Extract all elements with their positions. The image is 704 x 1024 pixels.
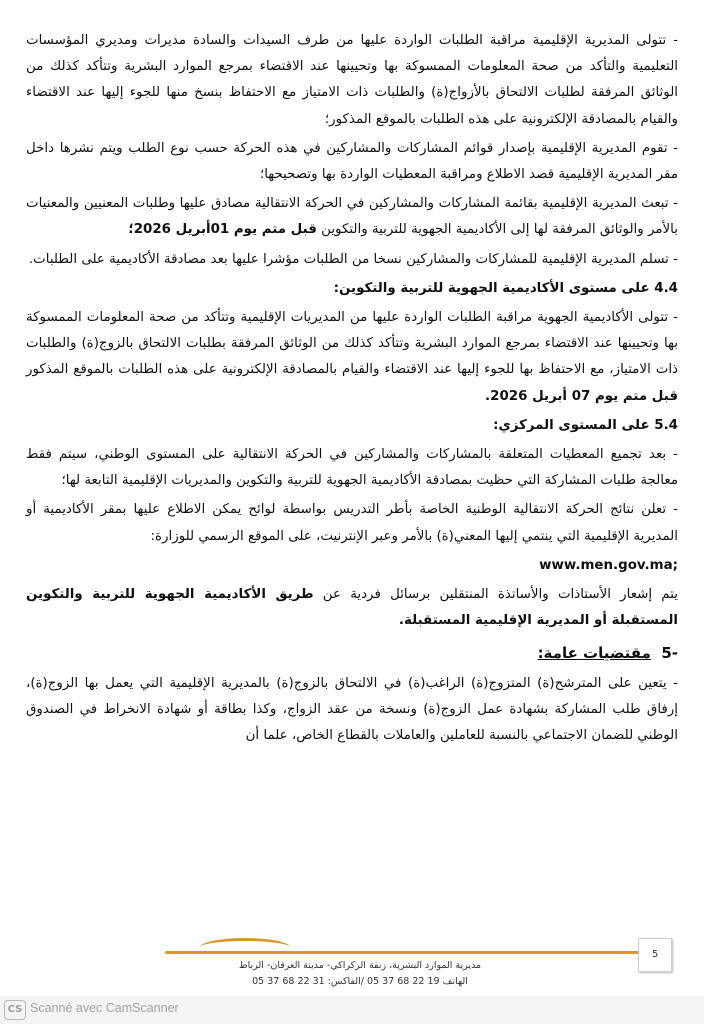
- footer-decoration-curve: [200, 938, 290, 957]
- paragraph-provincial-send: [26, 191, 678, 243]
- paragraph-central-processing: - بعد تجميع المعطيات المتعلقة بالمشاركات والمشاركين في الحركة الانتقالية على المستوى الوطني، سيتم فقط معالجة طلبات المشاركة التي حظيت بمصادقة الأكاديمية الجهوية للتربية والتكوين والمديريات الإقليمية التابعة لها؛: [26, 447, 678, 489]
- paragraph-provincial-lists: - تقوم المديرية الإقليمية بإصدار قوائم المشاركات والمشاركين في هذه الحركة حسب نوع الطلب ويتم نشرها داخل مقر المديرية الإقليمية قصد الاطلاع ومراقبة المعطيات الواردة بها وتصحيحها؛: [26, 140, 678, 183]
- paragraph-results-announcement: - تعلن نتائج الحركة الانتقالية الوطنية الخاصة بأطر التدريس بواسطة لوائح يمكن الاطلاع عليها بمقر الأكاديمية أو المديرية الإقليمية التي ينتمي إليها المعني(ة) بالأمر وعبر الإنترنيت، على الموقع الرسمي للوزارة:: [26, 502, 678, 544]
- page-number: 5: [638, 938, 672, 972]
- camscanner-logo-icon: CS: [4, 1000, 26, 1020]
- deadline-april-07: قبل متم يوم 07 أبريل 2026.: [485, 388, 678, 404]
- paragraph-academy-review: [26, 305, 678, 410]
- footer-address: [210, 958, 510, 990]
- scanner-label: Scanné avec CamScanner: [30, 1001, 179, 1015]
- paragraph-provincial-review: - تتولى المديرية الإقليمية مراقبة الطلبات الواردة عليها من طرف السيدات والسادة مديرات ومديري المؤسسات التعليمية والتأكد من صحة المعلومات الممسوكة بها وتحيينها عند الاقتضاء بمرجع الموارد البشرية وتتأكد كذلك من الوثائق المرفقة لطلبات الالتحاق بالأزواج(ة) والطلبات ذات الامتياز مع الاحتفاظ بنسخ منها للجوء إليها عند الاقتضاء والقيام بالمصادقة الإلكترونية على هذه الطلبات بالموقع المذكور؛: [26, 33, 678, 127]
- ministry-url: www.men.gov.ma;: [539, 557, 678, 573]
- footer-contact-line: الهاتف 19 22 68 37 05 /الفاكس: 31 22 68 37 05: [252, 976, 468, 987]
- heading-5-general-provisions: [26, 640, 678, 666]
- scanner-watermark-bar: [0, 996, 704, 1024]
- paragraph-academy-review-text: - تتولى الأكاديمية الجهوية مراقبة الطلبات الواردة عليها من المديريات الإقليمية وتتأكد من صحة المعلومات الممسوكة بها وتحيينها عند الاقتضاء بمرجع الموارد البشرية وتتأكد كذلك من الوثائق المرفقة بطلبات الالتحاق بالزوج(ة) والطلبات ذات الامتياز، مع الاحتفاظ بها للجوء إليها عند الاقتضاء والقيام بالمصادقة الإلكترونية على هذه الطلبات بالموقع المذكور: [26, 310, 678, 378]
- heading-5-title: مقتضيات عامة:: [537, 644, 651, 663]
- paragraph-notification-text: يتم إشعار الأستاذات والأساتذة المنتقلين برسائل فردية عن: [322, 587, 678, 603]
- footer-address-line: مديرية الموارد البشرية، زنقة الركراكي- مدينة العرفان- الرباط: [238, 960, 482, 971]
- document-body: [26, 28, 678, 752]
- heading-5-number: -5: [661, 644, 678, 663]
- heading-5-4-central: 5.4 على المستوى المركزي:: [493, 417, 678, 433]
- paragraph-notification: [26, 582, 678, 634]
- paragraph-provincial-send-text: - تبعث المديرية الإقليمية بقائمة المشاركات والمشاركين في الحركة الانتقالية مصادق عليها وطلبات المعنيين والمعنيات بالأمر والوثائق المرفقة لها إلى الأكاديمية الجهوية للتربية والتكوين: [26, 196, 678, 238]
- deadline-april-01: قبل متم يوم 01أبريل 2026؛: [128, 222, 317, 238]
- paragraph-provincial-copies: - تسلم المديرية الإقليمية للمشاركات والمشاركين نسخا من الطلبات مؤشرا عليها بعد مصادقة الأكاديمية على الطلبات.: [28, 251, 678, 267]
- heading-4-4-academy: 4.4 على مستوى الأكاديمية الجهوية للتربية والتكوين:: [333, 280, 678, 296]
- paragraph-notification-bold: طريق الأكاديمية الجهوية للتربية والتكوين المستقبلة أو المديرية الإقليمية المستقبلة.: [26, 587, 678, 629]
- footer-decoration-line: [165, 951, 654, 954]
- ministry-url-line: [26, 553, 678, 579]
- paragraph-spouse-requirements: - يتعين على المترشح(ة) المتزوج(ة) الراغب(ة) في الالتحاق بالزوج(ة) بالمديرية الإقليمية التي يعمل بها الزوج(ة)، إرفاق طلب المشاركة بشهادة عمل الزوج(ة) ونسخة من عقد الزواج، وكذا بطاقة أو شهادة الانخراط في الصندوق الوطني للضمان الاجتماعي بالنسبة للعاملين والعاملات بالقطاع الخاص، علما أن: [26, 675, 678, 744]
